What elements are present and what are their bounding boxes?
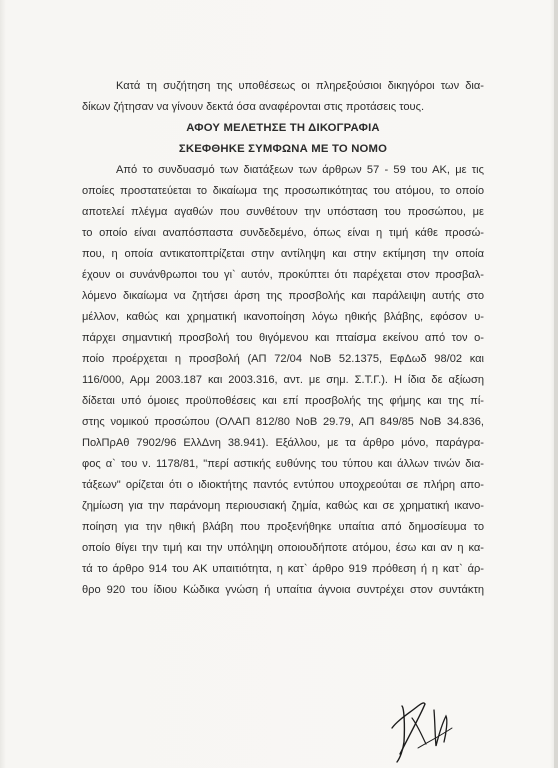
body-line: θρο 920 του ίδιου Κώδικα γνώση ή υπαίτια άγνοια συντρέχει στον συντάκτη bbox=[82, 584, 484, 596]
body-line: 116/000, Αρμ 2003.187 και 2003.316, αντ. με σημ. Σ.Τ.Γ.). Η ίδια δε αξίωση bbox=[82, 374, 484, 386]
body-line: έχουν οι συνάνθρωποι του γι` αυτόν, προκύπτει ότι παρέχεται στον προσβαλ- bbox=[82, 269, 484, 281]
intro-line: Κατά τη συζήτηση της υποθέσεως οι πληρεξούσιοι δικηγόροι των δια- bbox=[116, 80, 484, 92]
heading-nomo: ΣΚΕΦΘΗΚΕ ΣΥΜΦΩΝΑ ΜΕ ΤΟ ΝΟΜΟ bbox=[178, 143, 388, 155]
body-line: μέλλον, καθώς και χρηματική ικανοποίηση λόγω ηθικής βλάβης, εφόσον υ- bbox=[82, 311, 484, 323]
body-line: που, η οποία αντικατοπτρίζεται στην αντίληψη και στην εκτίμηση την οποία bbox=[82, 248, 484, 260]
body-line: αποτελεί πλέγμα αγαθών που συνθέτουν την υπόσταση του προσώπου, με bbox=[82, 206, 484, 218]
body-line: φος α` του ν. 1178/81, "περί αστικής ευθύνης του τύπου και άλλων τινών δια- bbox=[82, 458, 484, 470]
body-line: πάρχει σημαντική προσβολή του θιγόμενου και πταίσμα εκείνου από τον ο- bbox=[82, 332, 484, 344]
body-line: οποίες προστατεύεται το δικαίωμα της προσωπικότητας του ατόμου, το οποίο bbox=[82, 185, 484, 197]
body-line: το οποίο είναι αναπόσπαστα συνδεδεμένο, όπως είναι η τιμή κάθε προσώ- bbox=[82, 227, 484, 239]
intro-line: δίκων ζήτησαν να γίνουν δεκτά όσα αναφέρονται στις προτάσεις τους. bbox=[82, 101, 425, 113]
body-line: λόμενο δικαίωμα να ζητήσει άρση της προσβολής και παράλειψη αυτής στο bbox=[82, 290, 484, 302]
body-line: ποίηση για την ηθική βλάβη που προξενήθηκε υπαίτια από δημοσίευμα το bbox=[82, 521, 484, 533]
body-line: τά το άρθρο 914 του ΑΚ υπαιτιότητα, η κατ` άρθρο 919 πρόθεση ή η κατ` άρ- bbox=[82, 563, 484, 575]
body-line: ΠολΠρΑθ 7902/96 ΕλλΔνη 38.941). Εξάλλου, με τα άρθρο μόνο, παράγρα- bbox=[82, 437, 484, 449]
body-line: ζημίωση για την παράνομη περιουσιακή ζημία, καθώς και σε χρηματική ικανο- bbox=[82, 500, 484, 512]
handwritten-signature bbox=[388, 684, 518, 764]
body-line: στης νομικού προσώπου (ΟΛΑΠ 812/80 ΝοΒ 29.79, ΑΠ 849/85 ΝοΒ 34.836, bbox=[82, 416, 484, 428]
body-line: δίδεται υπό όμοιες προϋποθέσεις και επί προσβολής της φήμης και της πί- bbox=[82, 395, 484, 407]
document-body bbox=[82, 76, 484, 601]
body-line: τάξεων" ορίζεται ότι ο ιδιοκτήτης παντός εντύπου υποχρεούται σε πλήρη απο- bbox=[82, 479, 484, 491]
body-line: ποίο προέρχεται η προσβολή (ΑΠ 72/04 ΝοΒ 52.1375, ΕφΔωδ 98/02 και bbox=[82, 353, 484, 365]
page-edge-shadow bbox=[554, 0, 558, 768]
heading-dikografia: ΑΦΟΥ ΜΕΛΕΤΗΣΕ ΤΗ ΔΙΚΟΓΡΑΦΙΑ bbox=[186, 122, 380, 134]
body-line: οποίο θίγει την τιμή και την υπόληψη οποιουδήποτε ατόμου, έσω και αν η κα- bbox=[82, 542, 484, 554]
body-line: Από το συνδυασμό των διατάξεων των άρθρων 57 - 59 του ΑΚ, με τις bbox=[116, 164, 484, 176]
